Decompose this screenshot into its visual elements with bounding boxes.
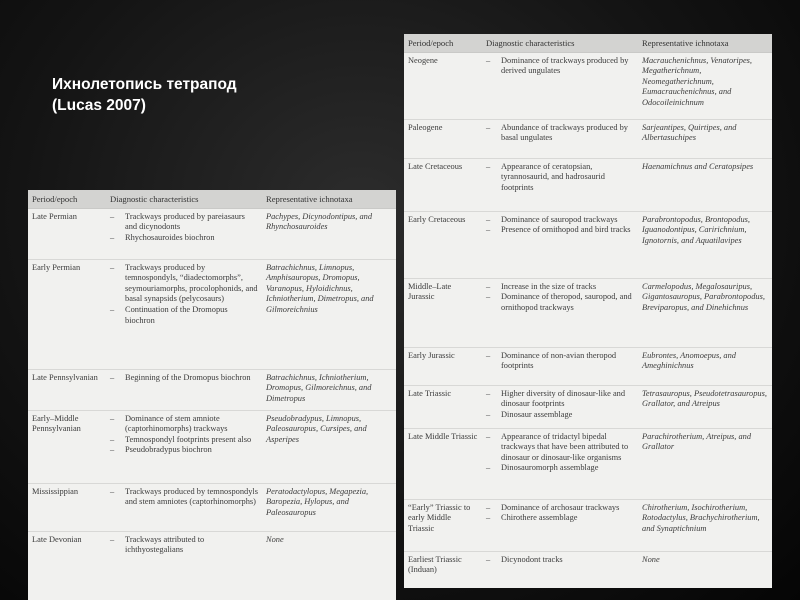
characteristics-list bbox=[110, 373, 258, 384]
cell-ichnotaxa: Chirotherium, Isochirotherium, Rotodactylus, Brachychirotherium, and Synaptichnium bbox=[638, 499, 772, 551]
characteristic-item: – Dominance of trackways produced by derived ungulates bbox=[486, 56, 634, 77]
ichnotaxa-table-mesozoic-cenozoic bbox=[404, 34, 772, 588]
table-header-row bbox=[404, 34, 772, 52]
table-row bbox=[28, 369, 396, 410]
characteristics-list bbox=[486, 389, 634, 421]
cell-period: Late Permian bbox=[28, 208, 106, 259]
characteristic-item: – Presence of ornithopod and bird tracks bbox=[486, 225, 634, 236]
cell-period: Neogene bbox=[404, 52, 482, 119]
characteristic-item: – Rhychosauroides biochron bbox=[110, 233, 258, 244]
cell-characteristics bbox=[482, 385, 638, 428]
header-period: Period/epoch bbox=[28, 190, 106, 208]
characteristics-list bbox=[110, 414, 258, 456]
characteristic-item: – Dominance of archosaur trackways bbox=[486, 503, 634, 514]
cell-ichnotaxa: Pseudobradypus, Limnopus, Paleosauropus, Cursipes, and Asperipes bbox=[262, 410, 396, 483]
table-row bbox=[404, 428, 772, 499]
cell-characteristics bbox=[482, 499, 638, 551]
table-row bbox=[404, 211, 772, 278]
title-line-1: Ихнолетопись тетрапод bbox=[52, 76, 237, 93]
characteristic-item: – Dominance of non-avian theropod footprints bbox=[486, 351, 634, 372]
characteristic-item: – Trackways attributed to ichthyostegalians bbox=[110, 535, 258, 556]
characteristic-item: – Chirothere assemblage bbox=[486, 513, 634, 524]
characteristic-item: – Dicynodont tracks bbox=[486, 555, 634, 566]
cell-characteristics bbox=[106, 410, 262, 483]
characteristic-item: – Increase in the size of tracks bbox=[486, 282, 634, 293]
table-body bbox=[404, 52, 772, 580]
cell-characteristics bbox=[482, 158, 638, 211]
characteristic-item: – Dominance of theropod, sauropod, and ornithopod trackways bbox=[486, 292, 634, 313]
characteristic-item: – Continuation of the Dromopus biochron bbox=[110, 305, 258, 326]
cell-characteristics bbox=[106, 259, 262, 369]
cell-period: Late Cretaceous bbox=[404, 158, 482, 211]
table-header-row bbox=[28, 190, 396, 208]
cell-characteristics bbox=[482, 428, 638, 499]
table-row bbox=[28, 531, 396, 568]
cell-characteristics bbox=[106, 531, 262, 568]
characteristics-list bbox=[486, 432, 634, 474]
table-row bbox=[28, 208, 396, 259]
characteristics-list bbox=[486, 282, 634, 314]
table-row bbox=[404, 52, 772, 119]
cell-ichnotaxa: Sarjeantipes, Quirtipes, and Albertasuchipes bbox=[638, 119, 772, 158]
characteristic-item: – Trackways produced by temnospondyls, “diadectomorphs”, seymouriamorphs, procolophonids, and basal synapsids (pelycosaurs) bbox=[110, 263, 258, 305]
cell-period: Early Cretaceous bbox=[404, 211, 482, 278]
characteristics-list bbox=[486, 56, 634, 77]
cell-ichnotaxa: Macrauchenichnus, Venatoripes, Megatherichnum, Neomegatherichnum, Eumacrauchenichnus, and Odocoileinichnum bbox=[638, 52, 772, 119]
cell-characteristics bbox=[482, 211, 638, 278]
ichnotaxa-table-paleozoic bbox=[28, 190, 396, 600]
characteristic-item: – Beginning of the Dromopus biochron bbox=[110, 373, 258, 384]
cell-ichnotaxa: Batrachichnus, Limnopus, Amphisauropus, Dromopus, Varanopus, Hyloidichnus, Ichniotherium, Dimetropus, and Gilmoreichnius bbox=[262, 259, 396, 369]
cell-ichnotaxa: Parachirotherium, Atreipus, and Grallator bbox=[638, 428, 772, 499]
cell-ichnotaxa: Peratodactylopus, Megapezia, Baropezia, Hylopus, and Paleosauropus bbox=[262, 483, 396, 531]
cell-period: Earliest Triassic (Induan) bbox=[408, 554, 462, 575]
cell-characteristics bbox=[106, 483, 262, 531]
cell-period: Early Jurassic bbox=[404, 347, 482, 385]
table-body bbox=[28, 208, 396, 568]
slide-title bbox=[52, 74, 352, 116]
characteristic-item: – Trackways produced by temnospondyls and stem amniotes (captorhinomorphs) bbox=[110, 487, 258, 508]
cell-ichnotaxa: Tetrasauropus, Pseudotetrasauropus, Grallator, and Atreipus bbox=[638, 385, 772, 428]
characteristics-list bbox=[110, 263, 258, 327]
characteristics-list bbox=[486, 555, 634, 566]
cell-ichnotaxa: None bbox=[642, 554, 660, 564]
cell-characteristics bbox=[106, 369, 262, 410]
cell-period: Early–Middle Pennsylvanian bbox=[28, 410, 106, 483]
cell-characteristics bbox=[482, 119, 638, 158]
cell-period: Middle–Late Jurassic bbox=[404, 278, 482, 347]
header-characteristics: Diagnostic characteristics bbox=[106, 190, 262, 208]
cell-period: Late Middle Triassic bbox=[404, 428, 482, 499]
characteristics-list bbox=[486, 162, 634, 194]
characteristics-list bbox=[110, 487, 258, 508]
cell-ichnotaxa: Pachypes, Dicynodontipus, and Rhynchosauroides bbox=[262, 208, 396, 259]
table-row bbox=[28, 410, 396, 483]
characteristics-list bbox=[486, 123, 634, 144]
cell-period: Late Pennsylvanian bbox=[28, 369, 106, 410]
cell-ichnotaxa: None bbox=[266, 534, 284, 544]
cell-period: “Early” Triassic to early Middle Triassic bbox=[404, 499, 482, 551]
cell-ichnotaxa: Haenamichnus and Ceratopsipes bbox=[638, 158, 772, 211]
table-row bbox=[404, 119, 772, 158]
cell-ichnotaxa: Carmelopodus, Megalosauripus, Gigantosauropus, Parabrontopodus, Breviparopus, and Dinehichnus bbox=[638, 278, 772, 347]
characteristic-item: – Dominance of stem amniote (captorhinomorphs) trackways bbox=[110, 414, 258, 435]
table-row bbox=[404, 347, 772, 385]
characteristic-item: – Dinosauromorph assemblage bbox=[486, 463, 634, 474]
characteristic-item: – Higher diversity of dinosaur-like and dinosaur footprints bbox=[486, 389, 634, 410]
table-row bbox=[404, 385, 772, 428]
characteristic-item: – Dinosaur assemblage bbox=[486, 410, 634, 421]
characteristics-list bbox=[486, 351, 634, 372]
cell-characteristics bbox=[482, 278, 638, 347]
title-line-2: (Lucas 2007) bbox=[52, 97, 146, 114]
characteristic-item: – Appearance of tridactyl bipedal trackways that have been attributed to dinosaur or dinosaur-like organisms bbox=[486, 432, 634, 464]
characteristic-item: – Abundance of trackways produced by basal ungulates bbox=[486, 123, 634, 144]
table-row bbox=[28, 259, 396, 369]
cell-period: Mississippian bbox=[28, 483, 106, 531]
header-characteristics: Diagnostic characteristics bbox=[482, 34, 638, 52]
table-row bbox=[404, 158, 772, 211]
table-row bbox=[404, 278, 772, 347]
characteristics-list bbox=[486, 215, 634, 236]
cell-ichnotaxa: Batrachichnus, Ichniotherium, Dromopus, Gilmoreichnus, and Dimetropus bbox=[262, 369, 396, 410]
characteristic-item: – Temnospondyl footprints present also bbox=[110, 435, 258, 446]
cell-characteristics bbox=[482, 551, 638, 580]
cell-period: Paleogene bbox=[404, 119, 482, 158]
table-row bbox=[404, 551, 772, 580]
cell-ichnotaxa: Eubrontes, Anomoepus, and Ameghinichnus bbox=[638, 347, 772, 385]
cell-characteristics bbox=[482, 347, 638, 385]
characteristics-list bbox=[486, 503, 634, 524]
table-row bbox=[28, 483, 396, 531]
header-ichnotaxa: Representative ichnotaxa bbox=[262, 190, 396, 208]
cell-period: Late Triassic bbox=[404, 385, 482, 428]
cell-period: Late Devonian bbox=[32, 534, 82, 544]
header-ichnotaxa: Representative ichnotaxa bbox=[638, 34, 772, 52]
cell-characteristics bbox=[106, 208, 262, 259]
header-period: Period/epoch bbox=[404, 34, 482, 52]
characteristic-item: – Pseudobradypus biochron bbox=[110, 445, 258, 456]
cell-ichnotaxa: Parabrontopodus, Brontopodus, Iguanodontipus, Caririchnium, Ignotornis, and Aquatilavipes bbox=[638, 211, 772, 278]
characteristics-list bbox=[110, 535, 258, 556]
cell-period: Early Permian bbox=[28, 259, 106, 369]
cell-characteristics bbox=[482, 52, 638, 119]
table-row bbox=[404, 499, 772, 551]
characteristics-list bbox=[110, 212, 258, 244]
characteristic-item: – Dominance of sauropod trackways bbox=[486, 215, 634, 226]
characteristic-item: – Trackways produced by pareiasaurs and dicynodonts bbox=[110, 212, 258, 233]
characteristic-item: – Appearance of ceratopsian, tyrannosaurid, and hadrosaurid footprints bbox=[486, 162, 634, 194]
